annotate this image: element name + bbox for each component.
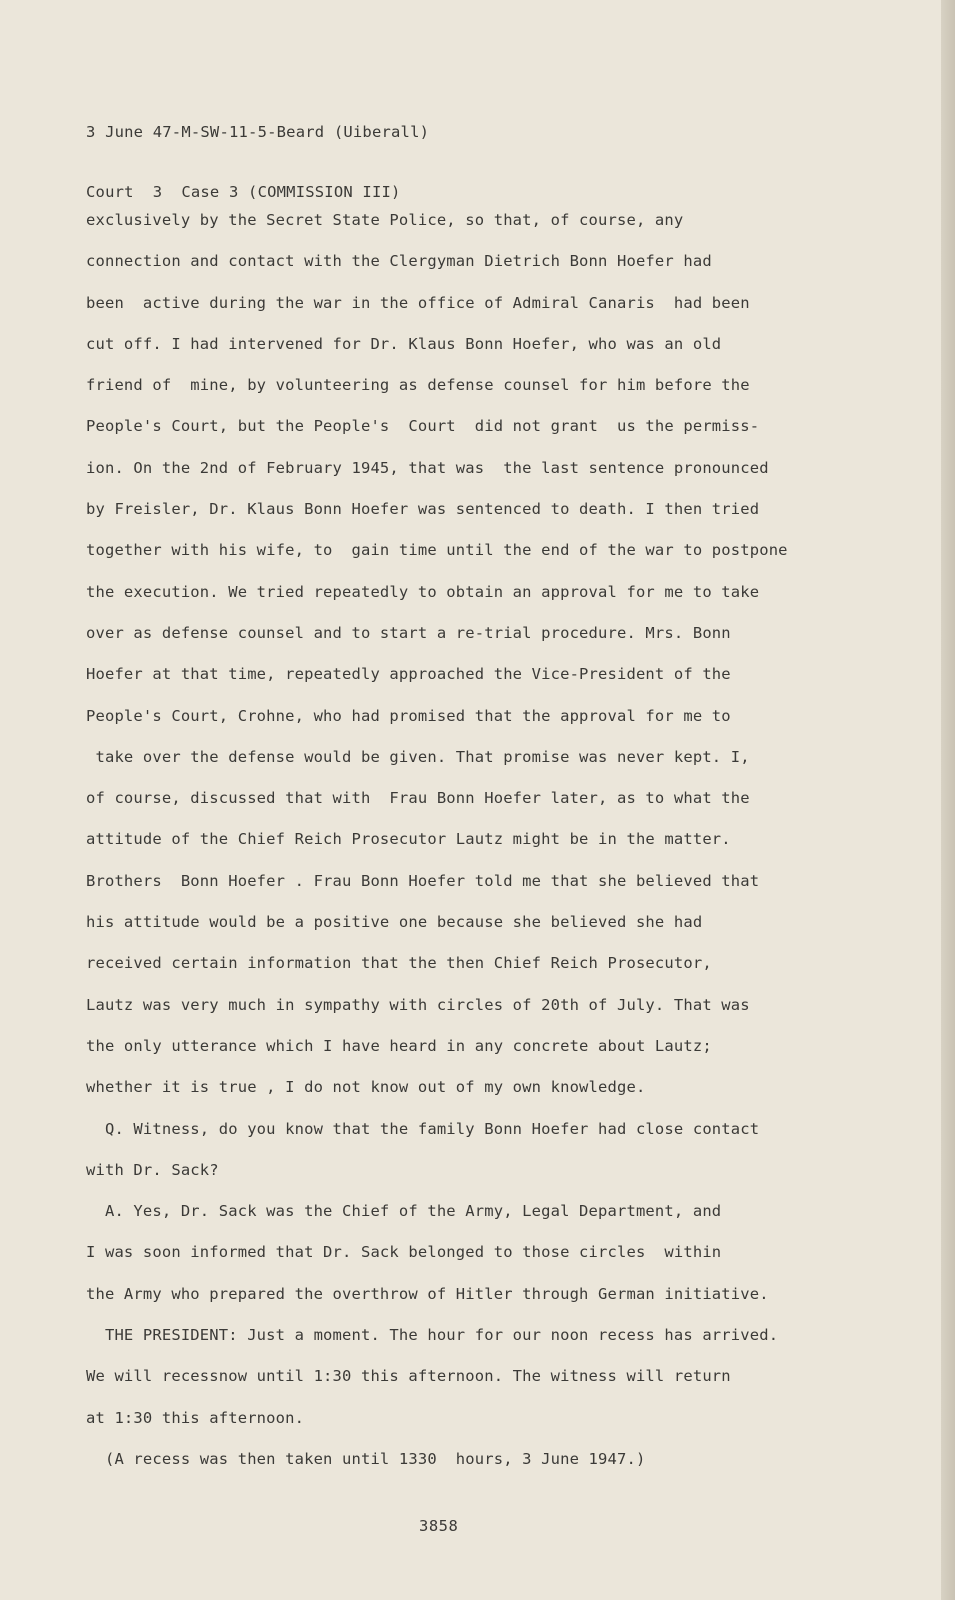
transcript-line: of course, discussed that with Frau Bonn Hoefer later, as to what the	[86, 789, 750, 808]
transcript-line: A. Yes, Dr. Sack was the Chief of the Army, Legal Department, and	[86, 1202, 722, 1221]
transcript-line: over as defense counsel and to start a re-trial procedure. Mrs. Bonn	[86, 623, 731, 642]
transcript-line: at 1:30 this afternoon.	[86, 1408, 305, 1427]
transcript-line: received certain information that the then Chief Reich Prosecutor,	[86, 954, 712, 973]
transcript-line: attitude of the Chief Reich Prosecutor Lautz might be in the matter.	[86, 830, 731, 849]
transcript-line: his attitude would be a positive one because she believed she had	[86, 913, 703, 932]
transcript-line: THE PRESIDENT: Just a moment. The hour for our noon recess has arrived.	[86, 1326, 779, 1345]
transcript-line: Lautz was very much in sympathy with circles of 20th of July. That was	[86, 995, 750, 1014]
transcript-line: ion. On the 2nd of February 1945, that was the last sentence pronounced	[86, 458, 769, 477]
page-number: 3858	[419, 1517, 459, 1535]
transcript-line: (A recess was then taken until 1330 hours, 3 June 1947.)	[86, 1449, 646, 1468]
transcript-body	[86, 200, 846, 1480]
transcript-line: I was soon informed that Dr. Sack belonged to those circles within	[86, 1243, 722, 1262]
transcript-line: together with his wife, to gain time until the end of the war to postpone	[86, 541, 788, 560]
transcript-line: the only utterance which I have heard in any concrete about Lautz;	[86, 1036, 712, 1055]
transcript-line: People's Court, but the People's Court did not grant us the permiss-	[86, 417, 760, 436]
transcript-line: with Dr. Sack?	[86, 1160, 219, 1179]
transcript-line: the execution. We tried repeatedly to obtain an approval for me to take	[86, 582, 760, 601]
transcript-line: the Army who prepared the overthrow of Hitler through German initiative.	[86, 1284, 769, 1303]
transcript-line: been active during the war in the office of Admiral Canaris had been	[86, 293, 750, 312]
transcript-line: cut off. I had intervened for Dr. Klaus Bonn Hoefer, who was an old	[86, 334, 722, 353]
transcript-line: by Freisler, Dr. Klaus Bonn Hoefer was sentenced to death. I then tried	[86, 500, 760, 519]
transcript-line: People's Court, Crohne, who had promised that the approval for me to	[86, 706, 731, 725]
page-edge	[941, 0, 955, 1600]
transcript-line: Hoefer at that time, repeatedly approached the Vice-President of the	[86, 665, 731, 684]
transcript-line: take over the defense would be given. That promise was never kept. I,	[86, 747, 750, 766]
transcript-line: We will recessnow until 1:30 this afternoon. The witness will return	[86, 1367, 731, 1386]
transcript-line: connection and contact with the Clergyman Dietrich Bonn Hoefer had	[86, 252, 712, 271]
transcript-line: Q. Witness, do you know that the family Bonn Hoefer had close contact	[86, 1119, 760, 1138]
transcript-line: Brothers Bonn Hoefer . Frau Bonn Hoefer told me that she believed that	[86, 871, 760, 890]
header-line-2: Court 3 Case 3 (COMMISSION III)	[86, 183, 401, 201]
header-line-1: 3 June 47-M-SW-11-5-Beard (Uiberall)	[86, 123, 430, 141]
transcript-line: friend of mine, by volunteering as defense counsel for him before the	[86, 376, 750, 395]
transcript-line: exclusively by the Secret State Police, so that, of course, any	[86, 211, 684, 229]
transcript-line: whether it is true , I do not know out of my own knowledge.	[86, 1078, 646, 1097]
